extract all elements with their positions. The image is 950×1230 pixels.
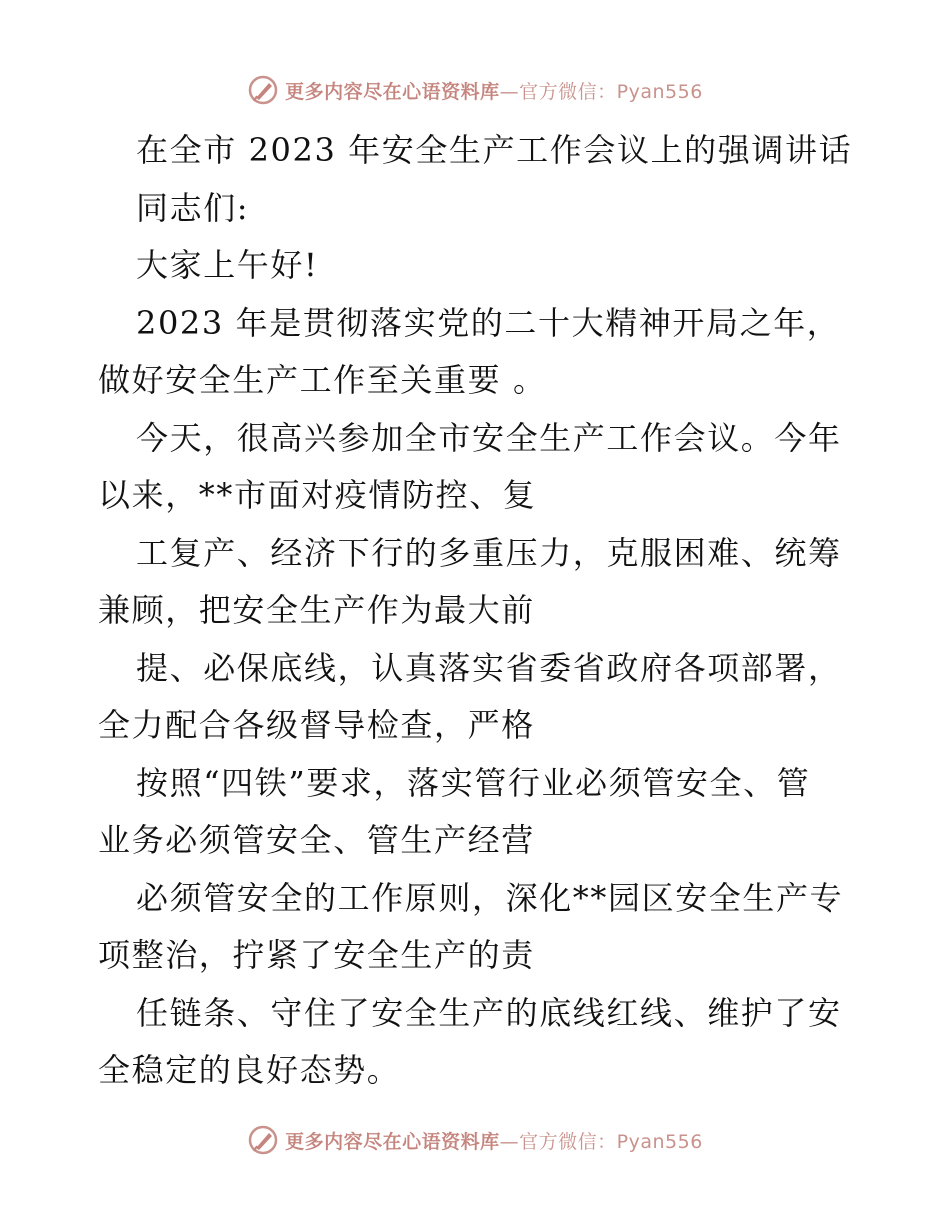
text-line: 全力配合各级督导检查，严格	[98, 706, 535, 744]
text-line: 工复产、经济下行的多重压力，克服困难、统筹	[136, 533, 842, 572]
text-line: 2023 年是贯彻落实党的二十大精神开局之年，	[136, 303, 841, 342]
text-line: 兼顾，把安全生产作为最大前	[98, 591, 535, 629]
watermark-text: 更多内容尽在心语资料库—官方微信：Pyan556	[285, 1130, 703, 1153]
text-line: 项整治，拧紧了安全生产的责	[98, 936, 535, 974]
quill-logo-icon	[247, 1124, 279, 1156]
quill-logo-icon	[247, 74, 279, 106]
text-line: 今天，很高兴参加全市安全生产工作会议。今年	[136, 418, 842, 457]
watermark-text: 更多内容尽在心语资料库—官方微信：Pyan556	[285, 80, 703, 103]
text-line: 必须管安全的工作原则，深化**园区安全生产专	[136, 878, 844, 917]
text-line: 任链条、守住了安全生产的底线红线、维护了安	[136, 993, 842, 1032]
watermark-footer	[0, 1120, 950, 1160]
text-line: 在全市 2023 年安全生产工作会议上的强调讲话	[136, 131, 853, 169]
text-line: 全稳定的良好态势。	[98, 1051, 401, 1089]
text-line: 做好安全生产工作至关重要 。	[98, 361, 547, 399]
text-line: 以来，**市面对疫情防控、复	[98, 476, 537, 514]
text-line: 大家上午好!	[136, 246, 319, 284]
document-body	[98, 122, 858, 1100]
text-line: 按照“四铁”要求，落实管行业必须管安全、管	[136, 763, 811, 802]
watermark-header	[0, 70, 950, 110]
text-line: 业务必须管安全、管生产经营	[98, 821, 535, 859]
text-line: 提、必保底线，认真落实省委省政府各项部署，	[136, 648, 842, 687]
text-line: 同志们:	[136, 188, 250, 227]
